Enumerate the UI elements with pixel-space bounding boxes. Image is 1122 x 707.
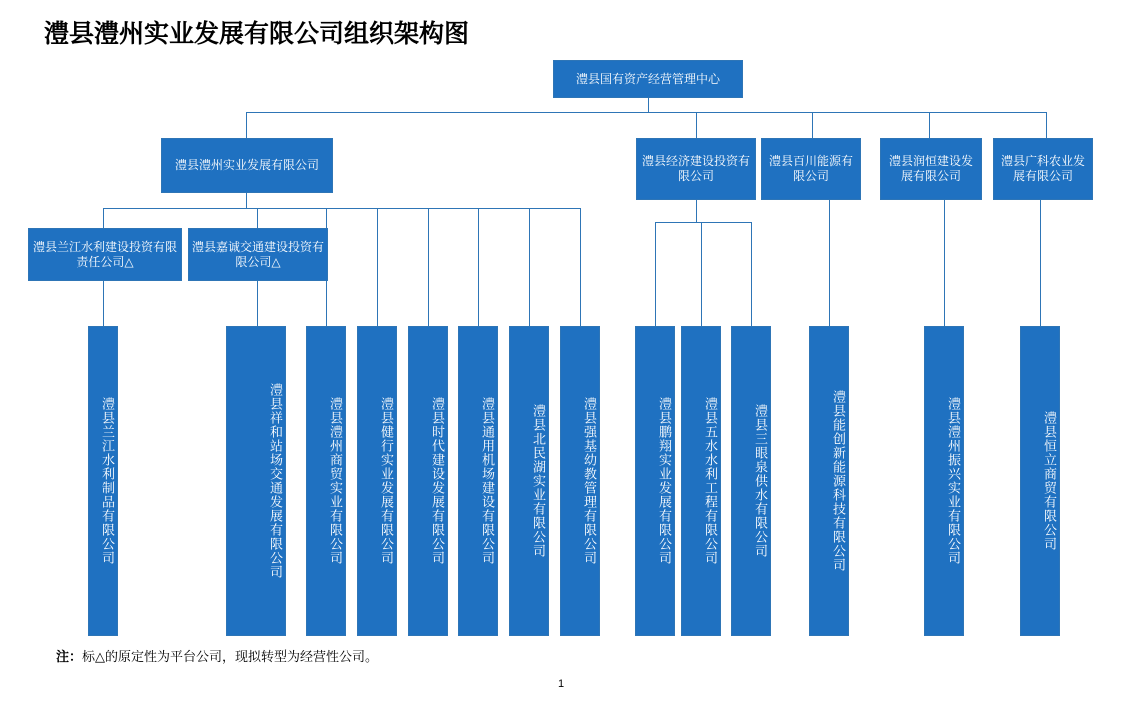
node-level2-5-label: 澧县广科农业发展有限公司 (1000, 154, 1085, 183)
node-leaf-sanyanquan-water-supply[interactable] (731, 326, 771, 636)
node-level3-jiacheng-transport-invest[interactable] (188, 228, 328, 281)
node-leaf-13-label: 澧县澧州振兴实业有限公司 (946, 397, 961, 565)
node-level2-1-label: 澧县澧州实业发展有限公司 (174, 158, 319, 172)
connector-drop-leaf-9 (655, 222, 656, 326)
node-level3-1-label: 澧县兰江水利建设投资有限责任公司△ (32, 239, 177, 269)
node-leaf-6-label: 澧县通用机场建设有限公司 (480, 397, 495, 565)
node-leaf-xianghe-station-transport[interactable] (226, 326, 286, 636)
node-level2-baichuan-energy[interactable] (761, 138, 861, 200)
node-leaf-qiangji-preschool[interactable] (560, 326, 600, 636)
node-level2-guangke-agriculture[interactable] (993, 138, 1093, 200)
node-leaf-wushui-water-engineering[interactable] (681, 326, 721, 636)
connector-drop-l2-2 (696, 112, 697, 138)
node-level2-economic-construction[interactable] (636, 138, 756, 200)
footnote-prefix: 注： (56, 649, 83, 664)
connector-l2-1-down (246, 193, 247, 208)
node-level2-3-label: 澧县百川能源有限公司 (768, 154, 853, 183)
page-number: 1 (557, 678, 565, 690)
connector-drop-leaf-4 (377, 208, 378, 326)
node-leaf-lanjiang-water-products[interactable] (88, 326, 118, 636)
connector-drop-leaf-11 (751, 222, 752, 326)
node-leaf-pengxiang-industrial[interactable] (635, 326, 675, 636)
connector-l2-2-bus (655, 222, 751, 223)
connector-l3-2-down (257, 281, 258, 326)
node-level2-4-label: 澧县润恒建设发展有限公司 (888, 154, 973, 183)
connector-drop-leaf-8 (580, 208, 581, 326)
connector-drop-l2-1 (246, 112, 247, 138)
connector-l2-5-down (1040, 200, 1041, 326)
node-level3-lanjiang-water-invest[interactable] (28, 228, 182, 281)
connector-drop-l2-4 (929, 112, 930, 138)
connector-drop-leaf-10 (701, 222, 702, 326)
connector-drop-leaf-5 (428, 208, 429, 326)
connector-l2-3-down (829, 200, 830, 326)
node-leaf-7-label: 澧县北民湖实业有限公司 (531, 404, 546, 558)
node-leaf-jianxing-industrial[interactable] (357, 326, 397, 636)
node-leaf-hengli-trade[interactable] (1020, 326, 1060, 636)
connector-drop-l3-2 (257, 208, 258, 228)
connector-level3-bus (103, 208, 580, 209)
connector-l2-4-down (944, 200, 945, 326)
connector-drop-leaf-6 (478, 208, 479, 326)
connector-level2-bus (246, 112, 1046, 113)
connector-l3-1-down (103, 281, 104, 326)
node-level2-lizhou-industrial[interactable] (161, 138, 333, 193)
node-leaf-nengchuang-new-energy[interactable] (809, 326, 849, 636)
node-leaf-shidai-construction[interactable] (408, 326, 448, 636)
page-title: 澧县澧州实业发展有限公司组织架构图 (44, 20, 470, 48)
node-leaf-5-label: 澧县时代建设发展有限公司 (430, 397, 445, 565)
node-level2-2-label: 澧县经济建设投资有限公司 (641, 154, 750, 183)
connector-root-down (648, 98, 649, 112)
node-leaf-1-label: 澧县兰江水利制品有限公司 (100, 397, 115, 565)
node-leaf-2-label: 澧县祥和站场交通发展有限公司 (268, 383, 283, 579)
node-leaf-10-label: 澧县五水水利工程有限公司 (703, 397, 718, 565)
connector-l2-2-down (696, 200, 697, 222)
node-leaf-9-label: 澧县鹏翔实业发展有限公司 (657, 397, 672, 565)
node-leaf-lizhou-zhenxing-industrial[interactable] (924, 326, 964, 636)
footnote (56, 646, 378, 665)
connector-drop-l2-5 (1046, 112, 1047, 138)
connector-drop-leaf-7 (529, 208, 530, 326)
node-leaf-14-label: 澧县恒立商贸有限公司 (1042, 411, 1057, 551)
node-leaf-8-label: 澧县强基幼教管理有限公司 (582, 397, 597, 565)
node-level2-runheng-construction[interactable] (880, 138, 982, 200)
node-leaf-12-label: 澧县能创新能源科技有限公司 (831, 390, 846, 572)
node-leaf-general-airport-construction[interactable] (458, 326, 498, 636)
node-level3-2-label: 澧县嘉诚交通建设投资有限公司△ (192, 239, 325, 269)
footnote-text: 标△的原定性为平台公司，现拟转型为经营性公司。 (82, 649, 379, 664)
node-root[interactable] (553, 60, 743, 98)
connector-drop-l2-3 (812, 112, 813, 138)
connector-drop-l3-1 (103, 208, 104, 228)
node-root-label: 澧县国有资产经营管理中心 (575, 71, 720, 86)
node-leaf-4-label: 澧县健行实业发展有限公司 (379, 397, 394, 565)
node-leaf-beiminhu-industrial[interactable] (509, 326, 549, 636)
node-leaf-11-label: 澧县三眼泉供水有限公司 (753, 404, 768, 558)
node-leaf-lizhou-trade[interactable] (306, 326, 346, 636)
node-leaf-3-label: 澧县澧州商贸实业有限公司 (328, 397, 343, 565)
